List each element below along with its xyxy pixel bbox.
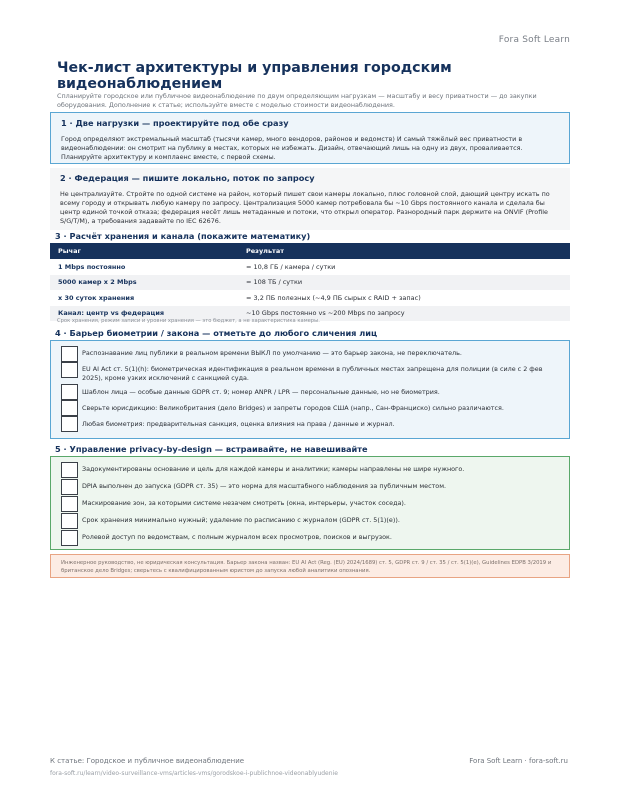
- footer-brand: Fora Soft Learn · fora-soft.ru: [469, 757, 568, 765]
- section-heading: 2 · Федерация — пишите локально, поток по запросу: [60, 173, 315, 183]
- section-heading-biometrics: 4 · Барьер биометрии / закона — отметьте до любого сличения лиц: [55, 328, 378, 338]
- table-row: [50, 275, 570, 291]
- result-cell: = 3,2 ПБ полезных (~4,9 ПБ сырых с RAID + запас): [246, 293, 421, 302]
- footer-url[interactable]: fora-soft.ru/learn/video-surveillance-vms/articles-vms/gorodskoe-i-publichnoe-videonablyudenie: [50, 770, 338, 777]
- section-heading-storage: 3 · Расчёт хранения и канала (покажите математику): [55, 231, 311, 241]
- legal-disclaimer: [50, 554, 570, 578]
- lever-cell: х 30 суток хранения: [58, 293, 135, 302]
- table-row: [50, 259, 570, 275]
- brand-label: Fora Soft Learn: [498, 35, 570, 45]
- column-header-result: Результат: [238, 243, 570, 259]
- checkbox[interactable]: [61, 400, 78, 416]
- section-text: Не централизуйте. Стройте по одной системе на район, который пишет свои камеры локально, плюс головной слой, дающий центру искать по всему городу и открывать любую камеру по запросу. Централизация 5000 камер потребовала бы ~10 Gbps постоянного канала и сделала бы центр единой точкой отказа; федерация несёт лишь метаданные и потоки, что открыл оператор. Разнородный парк держите на ONVIF (Profile S/G/T/M), а требования задавайте по IEC 62676.: [60, 190, 550, 225]
- checkbox[interactable]: [61, 496, 78, 512]
- checklist-item-text: Сверьте юрисдикцию: Великобритания (дело Bridges) и запреты городов США (напр., Сан-Франциско) сильно различаются.: [82, 404, 504, 412]
- table-row: [50, 290, 570, 306]
- result-cell: ~10 Gbps постоянно vs ~200 Mbps по запросу: [238, 306, 570, 322]
- storage-note: Срок хранения, режим записи и уровни хранения — это бюджет, а не характеристика камеры.: [57, 318, 320, 324]
- lever-cell: 5000 камер х 2 Mbps: [50, 275, 238, 291]
- checklist-item-text: Распознавание лиц публики в реальном времени ВЫКЛ по умолчанию — это барьер закона, не переключатель.: [82, 349, 462, 357]
- footer-article-link[interactable]: К статье: Городское и публичное видеонаблюдение: [50, 757, 245, 765]
- page-title: Чек-лист архитектуры и управления городским видеонаблюдением: [57, 60, 452, 92]
- checkbox[interactable]: [61, 384, 78, 400]
- section-heading: 1 · Две нагрузки — проектируйте под обе сразу: [61, 118, 289, 128]
- checkbox[interactable]: [61, 346, 78, 362]
- column-header-lever: Рычаг: [50, 243, 238, 259]
- checkbox[interactable]: [61, 530, 78, 546]
- section-heading-privacy: 5 · Управление privacy-by-design — встраивайте, не навешивайте: [55, 444, 368, 454]
- section-text: Город определяют экстремальный масштаб (тысячи камер, много вендоров, районов и ведомств) И самый тяжёлый вес приватности в видеонаблюдении: он смотрит на публику в местах, которых не избежать. Дизайн, отвечающий лишь на одну из двух, проваливается. Планируйте архитектуру и комплаенс вместе, с первой схемы.: [61, 135, 523, 161]
- section-federation: [50, 168, 570, 230]
- privacy-checklist: [50, 456, 570, 550]
- checkbox[interactable]: [61, 416, 78, 432]
- section-two-loads: [50, 112, 570, 164]
- checklist-item-text: Задокументированы основание и цель для каждой камеры и аналитики; камеры направлены не шире нужного.: [82, 465, 465, 473]
- result-cell: = 10,8 ГБ / камера / сутки: [246, 262, 336, 271]
- checklist-item-text: Шаблон лица — особые данные GDPR ст. 9; номер ANPR / LPR — персональные данные, но не биометрия.: [82, 388, 440, 396]
- checklist-item-text: EU AI Act ст. 5(1)(h): биометрическая идентификация в реальном времени в публичных местах запрещена для полиции (в силе с 2 фев 2025), кроме узких исключений с санкцией суда.: [82, 365, 543, 383]
- checklist-item-text: Ролевой доступ по ведомствам, с полным журналом всех просмотров, поисков и выгрузок.: [82, 533, 392, 541]
- checkbox[interactable]: [61, 479, 78, 495]
- disclaimer-text: Инженерное руководство, не юридическая консультация. Барьер закона назван: EU AI Act (Reg. (EU) 2024/1689) ст. 5, GDPR ст. 9 / ст. 35 / ст. 5(1)(e), Guidelines EDPB 3/2019 и британское дело Bridges; сверьтесь с квалифицированным юристом до запуска любой аналитики опознания.: [61, 560, 552, 574]
- checklist-item-text: DPIA выполнен до запуска (GDPR ст. 35) — это норма для масштабного наблюдения за публичным местом.: [82, 482, 447, 490]
- checklist-item-text: Маскирование зон, за которыми системе незачем смотреть (окна, интерьеры, участок соседа).: [82, 499, 406, 507]
- checklist-item-text: Срок хранения минимально нужный; удаление по расписанию с журналом (GDPR ст. 5(1)(e)).: [82, 516, 400, 524]
- biometrics-checklist: [50, 340, 570, 439]
- checkbox[interactable]: [61, 362, 78, 378]
- checkbox[interactable]: [61, 462, 78, 478]
- page-subtitle: Спланируйте городское или публичное видеонаблюдение по двум определяющим нагрузкам — масштабу и весу приватности — до закупки оборудования. Дополнение к статье; используйте вместе с моделью стоимости видеонаблюдения.: [57, 92, 537, 110]
- lever-cell: Канал: центр vs федерация: [50, 306, 238, 322]
- checklist-item-text: Любая биометрия: предварительная санкция, оценка влияния на права / данные и журнал.: [82, 420, 395, 428]
- checkbox[interactable]: [61, 513, 78, 529]
- lever-cell: 1 Mbps постоянно: [58, 262, 126, 271]
- table-header-row: [50, 243, 570, 259]
- storage-table: [50, 243, 570, 321]
- result-cell: = 108 ТБ / сутки: [238, 275, 570, 291]
